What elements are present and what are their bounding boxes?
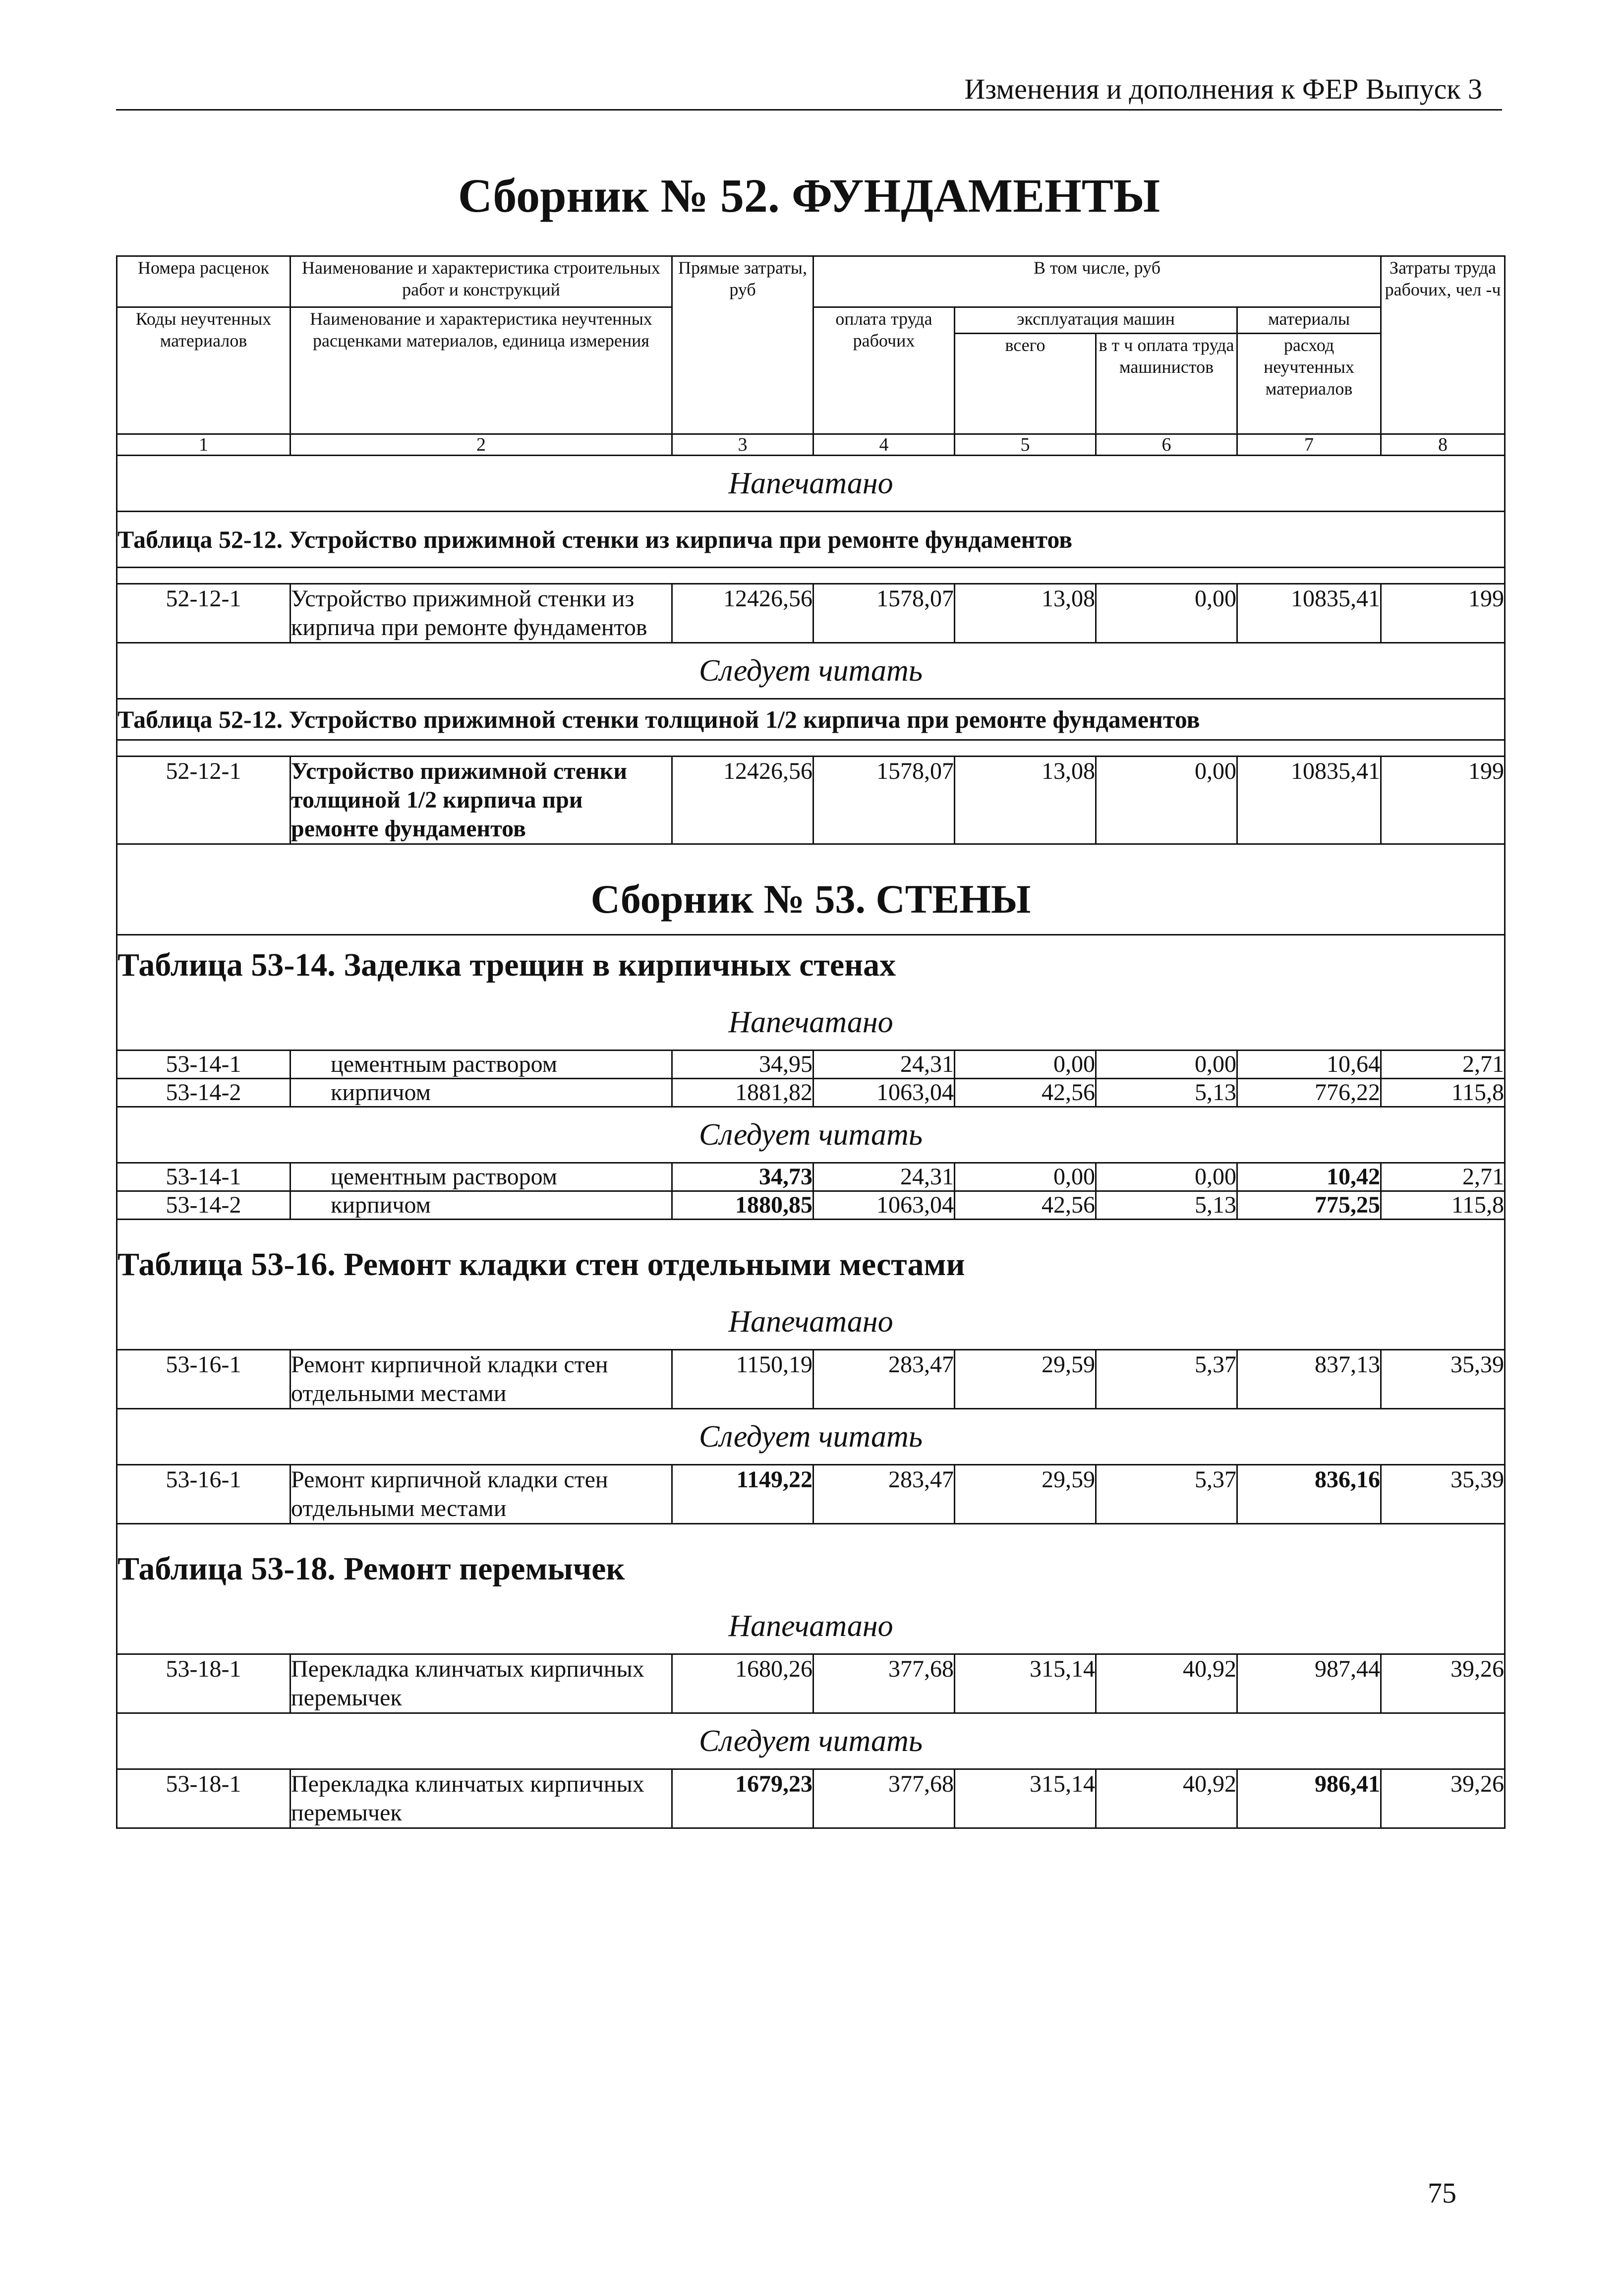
- table-row: [117, 1654, 1505, 1713]
- wages: 283,47: [813, 1350, 955, 1409]
- col-number: 6: [1096, 434, 1237, 456]
- table-row: [117, 1163, 1505, 1191]
- rate-code: 53-14-2: [117, 1079, 290, 1107]
- rate-name: Устройство прижимной стенки из кирпича при ремонте фундаментов: [290, 584, 672, 643]
- direct-cost: 1880,85: [672, 1191, 813, 1220]
- hdr-group-including: В том числе, руб: [813, 256, 1381, 307]
- table-title: Таблица 53-16. Ремонт кладки стен отдельными местами: [117, 1220, 1505, 1295]
- rate-name: Устройство прижимной стенки толщиной 1/2 кирпича при ремонте фундаментов: [290, 757, 672, 844]
- rate-name: кирпичом: [290, 1191, 672, 1220]
- col-number: 5: [955, 434, 1096, 456]
- hdr-col1-bottom: Коды неучтенных материалов: [117, 307, 290, 434]
- operators-wages: 0,00: [1096, 584, 1237, 643]
- running-header: [116, 69, 1502, 111]
- printed-label: Напечатано: [117, 456, 1505, 512]
- materials: 987,44: [1237, 1654, 1381, 1713]
- materials: 775,25: [1237, 1191, 1381, 1220]
- machines-total: 0,00: [955, 1051, 1096, 1079]
- wages: 377,68: [813, 1769, 955, 1828]
- labor-hours: 2,71: [1381, 1163, 1505, 1191]
- operators-wages: 5,13: [1096, 1079, 1237, 1107]
- table-title-row: [117, 935, 1505, 995]
- status-row: [117, 456, 1505, 512]
- operators-wages: 40,92: [1096, 1769, 1237, 1828]
- direct-cost: 12426,56: [672, 757, 813, 844]
- status-row: [117, 995, 1505, 1051]
- column-numbers-row: [117, 434, 1505, 456]
- hdr-col8: Затраты труда рабочих, чел -ч: [1381, 256, 1505, 434]
- status-row: [117, 1294, 1505, 1350]
- printed-label: Напечатано: [117, 1599, 1505, 1654]
- table-row: [117, 1079, 1505, 1107]
- machines-total: 29,59: [955, 1465, 1096, 1524]
- operators-wages: 0,00: [1096, 757, 1237, 844]
- status-row: [117, 1599, 1505, 1654]
- table-row: [117, 1350, 1505, 1409]
- direct-cost: 1881,82: [672, 1079, 813, 1107]
- rate-code: 53-18-1: [117, 1769, 290, 1828]
- should-read-label: Следует читать: [117, 643, 1505, 699]
- labor-hours: 35,39: [1381, 1350, 1505, 1409]
- operators-wages: 0,00: [1096, 1163, 1237, 1191]
- materials: 986,41: [1237, 1769, 1381, 1828]
- labor-hours: 115,8: [1381, 1191, 1505, 1220]
- rate-code: 53-14-1: [117, 1051, 290, 1079]
- materials: 776,22: [1237, 1079, 1381, 1107]
- table-title-row: [117, 1524, 1505, 1599]
- machines-total: 42,56: [955, 1191, 1096, 1220]
- labor-hours: 2,71: [1381, 1051, 1505, 1079]
- wages: 24,31: [813, 1051, 955, 1079]
- direct-cost: 1679,23: [672, 1769, 813, 1828]
- table-title-row: [117, 1220, 1505, 1295]
- wages: 1063,04: [813, 1191, 955, 1220]
- materials: 10835,41: [1237, 757, 1381, 844]
- labor-hours: 199: [1381, 757, 1505, 844]
- materials: 837,13: [1237, 1350, 1381, 1409]
- section-53-title: Сборник № 53. СТЕНЫ: [117, 844, 1505, 935]
- table-title: Таблица 52-12. Устройство прижимной стенки толщиной 1/2 кирпича при ремонте фундаментов: [117, 699, 1505, 740]
- machines-total: 315,14: [955, 1769, 1096, 1828]
- table-row: [117, 1769, 1505, 1828]
- rate-code: 53-14-2: [117, 1191, 290, 1220]
- machines-total: 315,14: [955, 1654, 1096, 1713]
- rate-name: кирпичом: [290, 1079, 672, 1107]
- status-row: [117, 1713, 1505, 1769]
- rate-code: 52-12-1: [117, 584, 290, 643]
- rate-code: 53-16-1: [117, 1350, 290, 1409]
- section-row: [117, 844, 1505, 935]
- table-row: [117, 757, 1505, 844]
- col-number: 4: [813, 434, 955, 456]
- rate-code: 53-18-1: [117, 1654, 290, 1713]
- printed-label: Напечатано: [117, 995, 1505, 1051]
- status-row: [117, 643, 1505, 699]
- hdr-col7: расход неучтенных материалов: [1237, 334, 1381, 434]
- rate-name: Перекладка клинчатых кирпичных перемычек: [290, 1769, 672, 1828]
- hdr-col1-top: Номера расценок: [117, 256, 290, 307]
- table-title: Таблица 53-18. Ремонт перемычек: [117, 1524, 1505, 1599]
- rates-table: [116, 255, 1506, 1829]
- direct-cost: 1150,19: [672, 1350, 813, 1409]
- machines-total: 13,08: [955, 757, 1096, 844]
- table-row: [117, 1051, 1505, 1079]
- hdr-col5: всего: [955, 334, 1096, 434]
- hdr-col2-bottom: Наименование и характеристика неучтенных расценками материалов, единица измерения: [290, 307, 672, 434]
- materials: 836,16: [1237, 1465, 1381, 1524]
- labor-hours: 39,26: [1381, 1654, 1505, 1713]
- rate-code: 53-16-1: [117, 1465, 290, 1524]
- rate-name: цементным раствором: [290, 1163, 672, 1191]
- operators-wages: 5,37: [1096, 1465, 1237, 1524]
- materials: 10835,41: [1237, 584, 1381, 643]
- table-row: [117, 584, 1505, 643]
- col-number: 8: [1381, 434, 1505, 456]
- rate-name: цементным раствором: [290, 1051, 672, 1079]
- section-title: Сборник № 52. ФУНДАМЕНТЫ: [458, 169, 1160, 222]
- col-number: 7: [1237, 434, 1381, 456]
- materials: 10,42: [1237, 1163, 1381, 1191]
- table-title: Таблица 53-14. Заделка трещин в кирпичных стенах: [117, 935, 1505, 995]
- running-title: Изменения и дополнения к ФЕР Выпуск 3: [964, 73, 1482, 105]
- should-read-label: Следует читать: [117, 1107, 1505, 1163]
- machines-total: 0,00: [955, 1163, 1096, 1191]
- wages: 377,68: [813, 1654, 955, 1713]
- wages: 283,47: [813, 1465, 955, 1524]
- machines-total: 29,59: [955, 1350, 1096, 1409]
- direct-cost: 34,73: [672, 1163, 813, 1191]
- direct-cost: 12426,56: [672, 584, 813, 643]
- operators-wages: 40,92: [1096, 1654, 1237, 1713]
- table-title-row: [117, 699, 1505, 740]
- col-number: 3: [672, 434, 813, 456]
- hdr-col4: оплата труда рабочих: [813, 307, 955, 434]
- status-row: [117, 1107, 1505, 1163]
- wages: 1063,04: [813, 1079, 955, 1107]
- operators-wages: 5,37: [1096, 1350, 1237, 1409]
- hdr-col6: в т ч оплата труда машинистов: [1096, 334, 1237, 434]
- status-row: [117, 1409, 1505, 1465]
- table-title: Таблица 52-12. Устройство прижимной стенки из кирпича при ремонте фундаментов: [117, 512, 1505, 568]
- labor-hours: 199: [1381, 584, 1505, 643]
- labor-hours: 39,26: [1381, 1769, 1505, 1828]
- rate-code: 52-12-1: [117, 757, 290, 844]
- machines-total: 13,08: [955, 584, 1096, 643]
- wages: 24,31: [813, 1163, 955, 1191]
- header-row: [117, 256, 1505, 307]
- hdr-group-materials: материалы: [1237, 307, 1381, 334]
- should-read-label: Следует читать: [117, 1713, 1505, 1769]
- direct-cost: 1149,22: [672, 1465, 813, 1524]
- direct-cost: 34,95: [672, 1051, 813, 1079]
- hdr-col2-top: Наименование и характеристика строительных работ и конструкций: [290, 256, 672, 307]
- rate-code: 53-14-1: [117, 1163, 290, 1191]
- col-number: 1: [117, 434, 290, 456]
- rate-name: Перекладка клинчатых кирпичных перемычек: [290, 1654, 672, 1713]
- wages: 1578,07: [813, 757, 955, 844]
- hdr-group-machines: эксплуатация машин: [955, 307, 1237, 334]
- page-number: 75: [1428, 2177, 1456, 2209]
- wages: 1578,07: [813, 584, 955, 643]
- machines-total: 42,56: [955, 1079, 1096, 1107]
- printed-label: Напечатано: [117, 1294, 1505, 1350]
- should-read-label: Следует читать: [117, 1409, 1505, 1465]
- table-row: [117, 1465, 1505, 1524]
- materials: 10,64: [1237, 1051, 1381, 1079]
- direct-cost: 1680,26: [672, 1654, 813, 1713]
- hdr-col3: Прямые затраты, руб: [672, 256, 813, 434]
- labor-hours: 35,39: [1381, 1465, 1505, 1524]
- rate-name: Ремонт кирпичной кладки стен отдельными местами: [290, 1465, 672, 1524]
- labor-hours: 115,8: [1381, 1079, 1505, 1107]
- operators-wages: 0,00: [1096, 1051, 1237, 1079]
- rate-name: Ремонт кирпичной кладки стен отдельными местами: [290, 1350, 672, 1409]
- table-title-row: [117, 512, 1505, 568]
- operators-wages: 5,13: [1096, 1191, 1237, 1220]
- col-number: 2: [290, 434, 672, 456]
- table-row: [117, 1191, 1505, 1220]
